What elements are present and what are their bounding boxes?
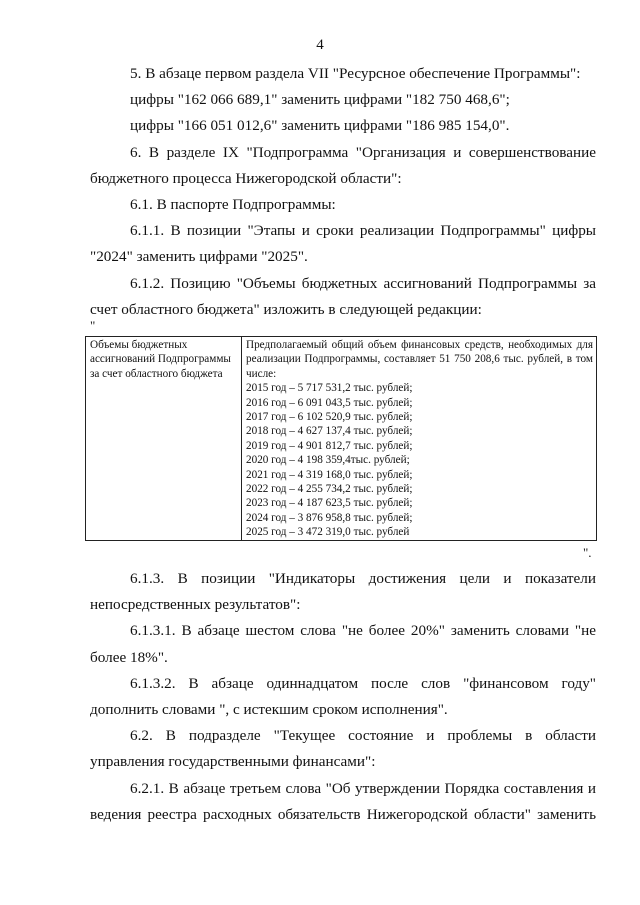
paragraph-6-1-1: 6.1.1. В позиции "Этапы и сроки реализации Подпрограммы" цифры "2024" заменить цифрами "2025". (90, 222, 596, 266)
funding-year-2021: 2021 год – 4 319 168,0 тыс. рублей; (246, 468, 413, 481)
paragraph-6-1-2: 6.1.2. Позицию "Объемы бюджетных ассигнований Подпрограммы за счет областного бюджета" изложить в следующей редакции: (90, 274, 596, 318)
funding-year-2022: 2022 год – 4 255 734,2 тыс. рублей; (246, 483, 413, 496)
funding-year-2025: 2025 год – 3 472 319,0 тыс. рублей (246, 526, 410, 539)
table-row (86, 337, 597, 541)
funding-year-2024: 2024 год – 3 876 958,8 тыс. рублей; (246, 511, 413, 524)
funding-year-2017: 2017 год – 6 102 520,9 тыс. рублей; (246, 411, 413, 424)
funding-year-2018: 2018 год – 4 627 137,4 тыс. рублей; (246, 425, 413, 438)
paragraph-6: 6. В разделе IX "Подпрограмма "Организация и совершенствование бюджетного процесса Нижегородской области": (90, 143, 596, 187)
paragraph-6-1-3: 6.1.3. В позиции "Индикаторы достижения цели и показатели непосредственных результатов": (90, 570, 596, 614)
closing-quote: ". (583, 545, 592, 560)
funding-year-2023: 2023 год – 4 187 623,5 тыс. рублей; (246, 497, 413, 510)
paragraph-6-2: 6.2. В подразделе "Текущее состояние и проблемы в области управления государственными финансами": (90, 727, 596, 771)
table-value-cell (242, 337, 597, 541)
bottom-section (90, 566, 596, 828)
table-label-cell: Объемы бюджетных ассигнований Подпрограммы за счет областного бюджета (86, 337, 242, 541)
paragraph-5-figures-2: цифры "166 051 012,6" заменить цифрами "186 985 154,0". (130, 117, 510, 135)
passport-table (85, 336, 597, 541)
funding-intro: Предполагаемый общий объем финансовых средств, необходимых для реализации Подпрограммы, составляет 51 750 208,6 тыс. рублей, в том числе: (246, 339, 593, 380)
paragraph-6-2-1: 6.2.1. В абзаце третьем слова "Об утверждении Порядка составления и ведения реестра расходных обязательств Нижегородской области" заменить (90, 779, 596, 823)
funding-year-2015: 2015 год – 5 717 531,2 тыс. рублей; (246, 382, 413, 395)
paragraph-5: 5. В абзаце первом раздела VII "Ресурсное обеспечение Программы": (130, 65, 581, 82)
paragraph-6-1-3-1: 6.1.3.1. В абзаце шестом слова "не более 20%" заменить словами "не более 18%". (90, 622, 596, 666)
top-section (90, 61, 596, 323)
page-number: 4 (316, 37, 324, 53)
paragraph-6-1-3-2: 6.1.3.2. В абзаце одиннадцатом после слов "финансовом году" дополнить словами ", с истекшим сроком исполнения". (90, 674, 596, 719)
opening-quote: " (90, 318, 96, 333)
paragraph-6-1: 6.1. В паспорте Подпрограммы: (130, 196, 336, 214)
funding-year-2020: 2020 год – 4 198 359,4тыс. рублей; (246, 454, 410, 467)
paragraph-5-figures-1: цифры "162 066 689,1" заменить цифрами "182 750 468,6"; (130, 91, 510, 109)
funding-year-2019: 2019 год – 4 901 812,7 тыс. рублей; (246, 439, 413, 452)
funding-year-2016: 2016 год – 6 091 043,5 тыс. рублей; (246, 396, 413, 409)
